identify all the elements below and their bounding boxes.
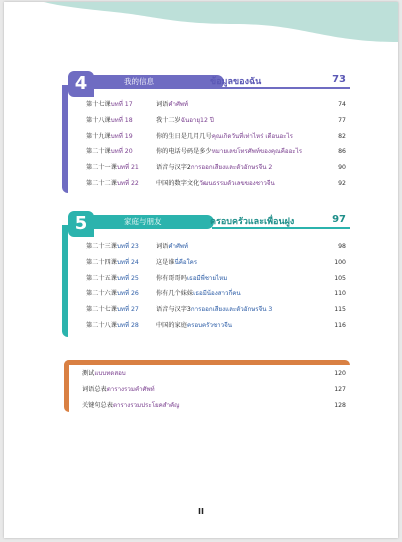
- lesson-page: 92: [338, 179, 346, 187]
- lesson-title-zh: 你的生日是几月几号: [156, 132, 212, 140]
- appendix-page: 128: [334, 402, 346, 409]
- lesson-row[interactable]: [86, 286, 350, 302]
- lesson-title-th: คุณเกิดวันที่เท่าไหร่ เดือนอะไร: [211, 132, 293, 140]
- lesson-row[interactable]: [86, 113, 350, 129]
- lesson-number-zh: 第二十课: [86, 148, 111, 156]
- lesson-page: 98: [338, 243, 346, 250]
- appendix-title-zh: 词语总表: [82, 386, 107, 393]
- header-wave-shape: [44, 2, 398, 42]
- lesson-page: 90: [338, 164, 346, 172]
- appendix-top-bar: [64, 360, 350, 365]
- lesson-title-zh: 中国的家庭: [156, 321, 187, 329]
- lesson-title-zh: 这是谁: [156, 258, 175, 266]
- appendix-side-bar: [64, 360, 69, 412]
- lesson-row[interactable]: [86, 318, 350, 334]
- lesson-row[interactable]: [86, 176, 350, 192]
- lesson-number-zh: 第二十四课: [86, 258, 117, 266]
- lesson-title-th: เธอมีน้องสาวกี่คน: [193, 290, 241, 298]
- appendix-title-zh: 测试: [82, 370, 95, 377]
- lesson-number-th: บทที่ 23: [116, 243, 139, 250]
- lesson-title-zh: 语音与汉字3: [156, 306, 191, 314]
- unit-title-zh: 家庭与朋友: [124, 217, 162, 226]
- appendix-section: [60, 360, 350, 416]
- unit-page: 73: [332, 74, 346, 85]
- lesson-page: 100: [334, 258, 346, 266]
- lesson-row[interactable]: [86, 302, 350, 318]
- lesson-row[interactable]: [86, 255, 350, 271]
- lesson-number-th: บทที่ 20: [110, 148, 133, 156]
- lesson-number-th: บทที่ 18: [110, 116, 133, 124]
- lesson-page: 82: [338, 132, 346, 140]
- lesson-title-th: ฉันอายุ12 ปี: [180, 116, 214, 124]
- lesson-title-th: วัฒนธรรมตัวเลขของชาวจีน: [199, 179, 275, 187]
- lesson-number-zh: 第二十八课: [86, 321, 117, 329]
- lesson-number-zh: 第十九课: [86, 132, 111, 140]
- lesson-row[interactable]: [86, 160, 350, 176]
- lesson-row[interactable]: [86, 271, 350, 287]
- unit-underline: [212, 87, 350, 89]
- lesson-title-zh: 词语: [156, 243, 169, 250]
- toc-page: [4, 2, 398, 538]
- appendix-title-zh: 关键句总表: [82, 402, 113, 409]
- lesson-number-zh: 第二十七课: [86, 306, 117, 314]
- lesson-list: [86, 239, 350, 334]
- lesson-row[interactable]: [86, 239, 350, 255]
- lesson-title-th: เธอมีพี่ชายไหม: [186, 274, 228, 282]
- lesson-title-th: การออกเสียงและตัวอักษรจีน 2: [190, 164, 273, 172]
- lesson-number-zh: 第十七课: [86, 101, 111, 108]
- lesson-page: 110: [334, 290, 346, 298]
- appendix-page: 127: [334, 386, 346, 393]
- lesson-number-zh: 第十八课: [86, 116, 111, 124]
- lesson-number-th: บทที่ 28: [116, 321, 139, 329]
- appendix-page: 120: [334, 370, 346, 377]
- lesson-number-th: บทที่ 25: [116, 274, 139, 282]
- appendix-row[interactable]: [82, 382, 350, 398]
- lesson-number-th: บทที่ 22: [116, 179, 139, 187]
- lesson-row[interactable]: [86, 129, 350, 145]
- lesson-title-zh: 你有几个妹妹: [156, 290, 194, 298]
- unit-title-bar: [84, 75, 224, 89]
- appendix-title-th: แบบทดสอบ: [94, 370, 126, 377]
- lesson-number-th: บทที่ 24: [116, 258, 139, 266]
- appendix-title-th: ตารางรวมประโยคสำคัญ: [112, 402, 180, 409]
- lesson-number-zh: 第二十二课: [86, 179, 117, 187]
- appendix-row[interactable]: [82, 366, 350, 382]
- lesson-number-th: บทที่ 26: [116, 290, 139, 298]
- unit-number: 4: [68, 71, 94, 97]
- unit-underline: [212, 227, 350, 229]
- lesson-title-zh: 我十二岁: [156, 116, 181, 124]
- unit-page: 97: [332, 214, 346, 225]
- unit-title-th: ครอบครัวและเพื่อนฝูง: [210, 217, 295, 227]
- appendix-row[interactable]: [82, 398, 350, 414]
- lesson-page: 105: [334, 274, 346, 282]
- lesson-number-zh: 第二十五课: [86, 274, 117, 282]
- lesson-number-zh: 第二十六课: [86, 290, 117, 298]
- lesson-row[interactable]: [86, 97, 350, 113]
- lesson-title-th: คำศัพท์: [168, 243, 189, 250]
- lesson-title-th: การออกเสียงและตัวอักษรจีน 3: [190, 306, 273, 314]
- unit-header: [62, 213, 350, 234]
- unit-side-bar: [62, 225, 68, 337]
- lesson-title-zh: 你有哥哥吗: [156, 274, 187, 282]
- lesson-page: 74: [338, 101, 346, 108]
- unit-number: 5: [68, 211, 94, 237]
- lesson-number-th: บทที่ 17: [110, 101, 133, 108]
- unit-side-bar: [62, 85, 68, 193]
- lesson-number-zh: 第二十三课: [86, 243, 117, 250]
- lesson-title-zh: 语音与汉字2: [156, 164, 191, 172]
- page-number: II: [198, 507, 204, 516]
- lesson-title-th: ครอบครัวชาวจีน: [186, 321, 232, 329]
- unit-title-zh: 我的信息: [124, 77, 154, 86]
- lesson-title-zh: 中国的数字文化: [156, 179, 200, 187]
- lesson-number-th: บทที่ 19: [110, 132, 133, 140]
- lesson-number-th: บทที่ 27: [116, 306, 139, 314]
- lesson-row[interactable]: [86, 144, 350, 160]
- lesson-page: 116: [334, 321, 346, 329]
- unit-header: [62, 73, 350, 94]
- lesson-page: 86: [338, 148, 346, 156]
- lesson-page: 77: [338, 116, 346, 124]
- lesson-list: [86, 97, 350, 192]
- appendix-title-th: ตารางรวมคำศัพท์: [106, 386, 155, 393]
- lesson-page: 115: [334, 306, 346, 314]
- lesson-title-zh: 你的电话号码是多少: [156, 148, 212, 156]
- lesson-number-th: บทที่ 21: [116, 164, 139, 172]
- unit-title-bar: [84, 215, 214, 229]
- appendix-list: [82, 366, 350, 414]
- lesson-title-th: หมายเลขโทรศัพท์ของคุณคืออะไร: [211, 148, 303, 156]
- lesson-title-zh: 词语: [156, 101, 169, 108]
- header-wave: [4, 2, 398, 42]
- lesson-title-th: คำศัพท์: [168, 101, 189, 108]
- lesson-title-th: นี่คือใคร: [174, 258, 198, 266]
- unit-title-th: ข้อมูลของฉัน: [210, 77, 262, 87]
- unit-4-section: [62, 75, 350, 195]
- unit-5-section: [62, 215, 350, 335]
- lesson-number-zh: 第二十一课: [86, 164, 117, 172]
